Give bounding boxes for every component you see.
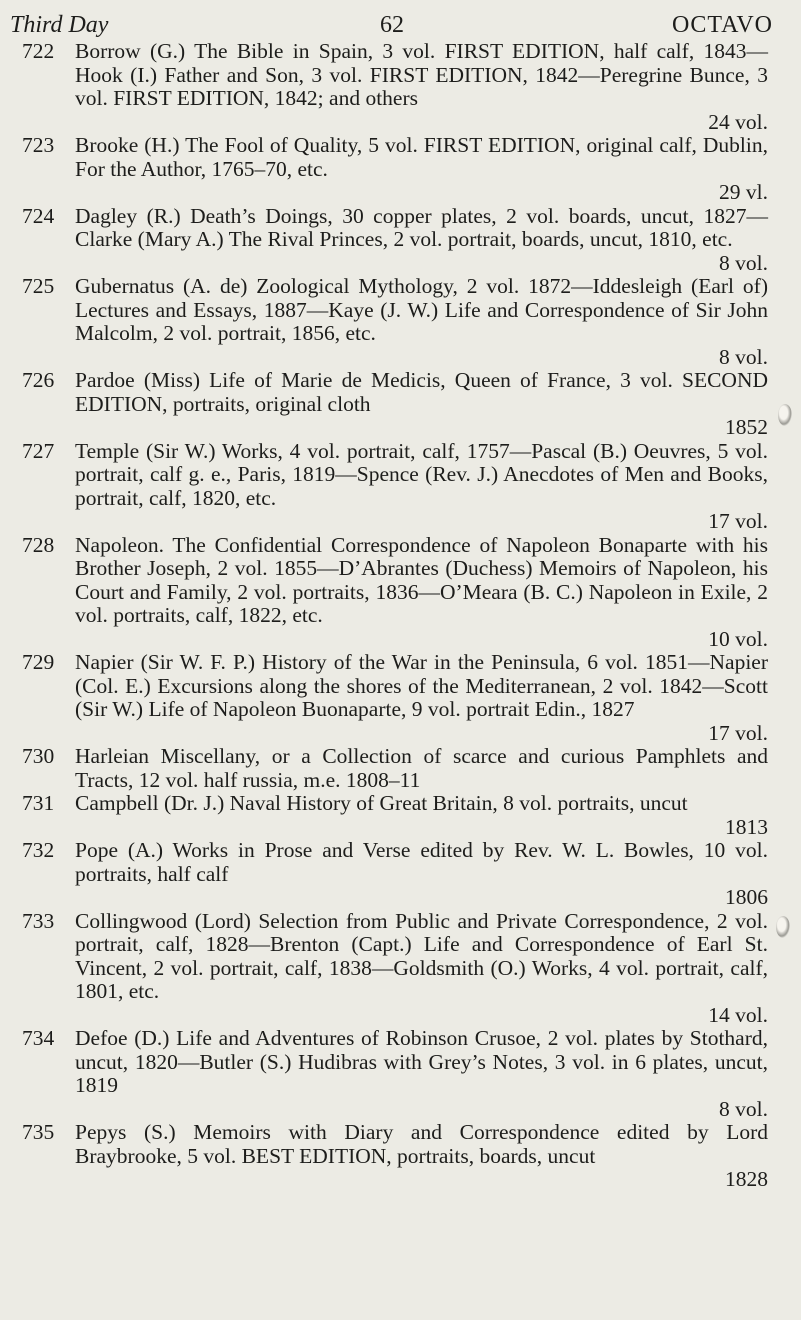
- lot-text: Napoleon. The Confidential Correspondence of Napoleon Bonaparte with his Brother Joseph, 2 vol. 1855—D’Abrantes (Duchess) Memoirs of Napoleon, his Court and Family, 2 vol. portraits, 1836—O’Meara (B. C.) Napoleon in Exile, 2 vol. portraits, calf, 1822, etc.: [75, 532, 768, 627]
- lot-entry: [0, 1027, 801, 1121]
- lot-number: 731: [22, 791, 55, 815]
- lot-description: [75, 134, 768, 205]
- lot-number: 727: [22, 438, 55, 463]
- lot-description: [75, 275, 768, 369]
- lot-text: Pope (A.) Works in Prose and Verse edited by Rev. W. L. Bowles, 10 vol. portraits, half calf: [75, 838, 768, 886]
- sale-day-heading: Third Day: [10, 12, 109, 38]
- lot-number: 728: [22, 532, 55, 557]
- page-header: [0, 8, 801, 42]
- page-number: 62: [380, 12, 404, 38]
- lot-number: 726: [22, 368, 55, 392]
- lot-description: [75, 745, 768, 792]
- lot-description: [75, 651, 768, 745]
- section-heading: OCTAVO: [672, 12, 773, 38]
- lot-entry: [0, 745, 801, 792]
- binding-hole-mark: [776, 916, 790, 938]
- lot-volumes: 17 vol.: [708, 509, 768, 533]
- lot-volumes: 1806: [725, 885, 768, 909]
- lot-volumes: 10 vol.: [708, 626, 768, 651]
- lot-description: [75, 1027, 768, 1121]
- lot-description: [75, 534, 768, 652]
- lot-text: Collingwood (Lord) Selection from Public and Private Correspondence, 2 vol. portrait, calf, 1828—Brenton (Capt.) Life and Correspondence of Earl St. Vincent, 2 vol. portrait, calf, 1838—Goldsmith (O.) Works, 4 vol. portrait, calf, 1801, etc.: [75, 908, 768, 1003]
- lot-entry: [0, 134, 801, 205]
- lot-entry: [0, 1121, 801, 1192]
- lot-text: Napier (Sir W. F. P.) History of the War in the Peninsula, 6 vol. 1851—Napier (Col. E.) Excursions along the shores of the Mediterranean, 2 vol. 1842—Scott (Sir W.) Life of Napoleon Buonaparte, 9 vol. portrait Edin., 1827: [75, 650, 768, 721]
- lot-entry: [0, 910, 801, 1028]
- lot-entry: [0, 40, 801, 134]
- lot-number: 722: [22, 39, 55, 63]
- lot-volumes: 29 vl.: [719, 180, 768, 204]
- lot-entry: [0, 369, 801, 440]
- lot-entry: [0, 839, 801, 910]
- lot-text: Borrow (G.) The Bible in Spain, 3 vol. FIRST EDITION, half calf, 1843—Hook (I.) Father and Son, 3 vol. FIRST EDITION, 1842—Peregrine Bunce, 3 vol. FIRST EDITION, 1842; and others: [75, 39, 768, 110]
- lot-volumes: 8 vol.: [719, 250, 768, 275]
- lot-description: [75, 910, 768, 1028]
- lot-text: Campbell (Dr. J.) Naval History of Great Britain, 8 vol. portraits, uncut: [75, 791, 688, 815]
- lot-number: 730: [22, 744, 55, 768]
- lot-number: 725: [22, 274, 55, 298]
- lot-description: [75, 792, 768, 839]
- lot-entry: [0, 792, 801, 839]
- lot-description: [75, 369, 768, 440]
- lot-volumes: 1852: [725, 415, 768, 439]
- lot-volumes: 14 vol.: [708, 1002, 768, 1027]
- lot-volumes: 8 vol.: [719, 1096, 768, 1121]
- lot-volumes: 17 vol.: [708, 720, 768, 745]
- lot-number: 729: [22, 650, 55, 674]
- lot-text: Temple (Sir W.) Works, 4 vol. portrait, calf, 1757—Pascal (B.) Oeuvres, 5 vol. portrait, calf g. e., Paris, 1819—Spence (Rev. J.) Anecdotes of Men and Books, portrait, calf, 1820, etc.: [75, 438, 768, 510]
- lot-description: [75, 205, 768, 276]
- lot-text: Defoe (D.) Life and Adventures of Robinson Crusoe, 2 vol. plates by Stothard, uncut, 1820—Butler (S.) Hudibras with Grey’s Notes, 3 vol. in 6 plates, uncut, 1819: [75, 1026, 768, 1097]
- lot-text: Dagley (R.) Death’s Doings, 30 copper plates, 2 vol. boards, uncut, 1827—Clarke (Mary A.) The Rival Princes, 2 vol. portrait, boards, uncut, 1810, etc.: [75, 203, 768, 251]
- lot-entry: [0, 205, 801, 276]
- lot-number: 724: [22, 203, 55, 228]
- lot-text: Harleian Miscellany, or a Collection of scarce and curious Pamphlets and Tracts, 12 vol. half russia, m.e. 1808–11: [75, 744, 768, 792]
- lot-entry: [0, 651, 801, 745]
- lot-entry: [0, 440, 801, 534]
- lot-description: [75, 1121, 768, 1192]
- lot-volumes: 8 vol.: [719, 344, 768, 369]
- lot-description: [75, 40, 768, 134]
- lot-volumes: 24 vol.: [708, 109, 768, 134]
- lot-description: [75, 839, 768, 910]
- binding-hole-mark: [778, 404, 792, 426]
- lot-number: 723: [22, 133, 55, 157]
- lot-entry: [0, 534, 801, 652]
- lot-text: Gubernatus (A. de) Zoological Mythology, 2 vol. 1872—Iddesleigh (Earl of) Lectures and Essays, 1887—Kaye (J. W.) Life and Correspondence of Sir John Malcolm, 2 vol. portrait, 1856, etc.: [75, 274, 768, 345]
- lot-number: 733: [22, 908, 55, 933]
- lot-volumes: 1813: [725, 814, 768, 839]
- lot-text: Pepys (S.) Memoirs with Diary and Correspondence edited by Lord Braybrooke, 5 vol. BEST EDITION, portraits, boards, uncut: [75, 1120, 768, 1168]
- lot-description: [75, 440, 768, 534]
- lot-list: [0, 40, 801, 1192]
- lot-entry: [0, 275, 801, 369]
- lot-text: Pardoe (Miss) Life of Marie de Medicis, Queen of France, 3 vol. SECOND EDITION, portraits, original cloth: [75, 368, 768, 416]
- lot-number: 734: [22, 1026, 55, 1050]
- lot-volumes: 1828: [725, 1167, 768, 1191]
- lot-text: Brooke (H.) The Fool of Quality, 5 vol. FIRST EDITION, original calf, Dublin, For the Author, 1765–70, etc.: [75, 133, 768, 181]
- lot-number: 732: [22, 838, 55, 862]
- lot-number: 735: [22, 1120, 55, 1144]
